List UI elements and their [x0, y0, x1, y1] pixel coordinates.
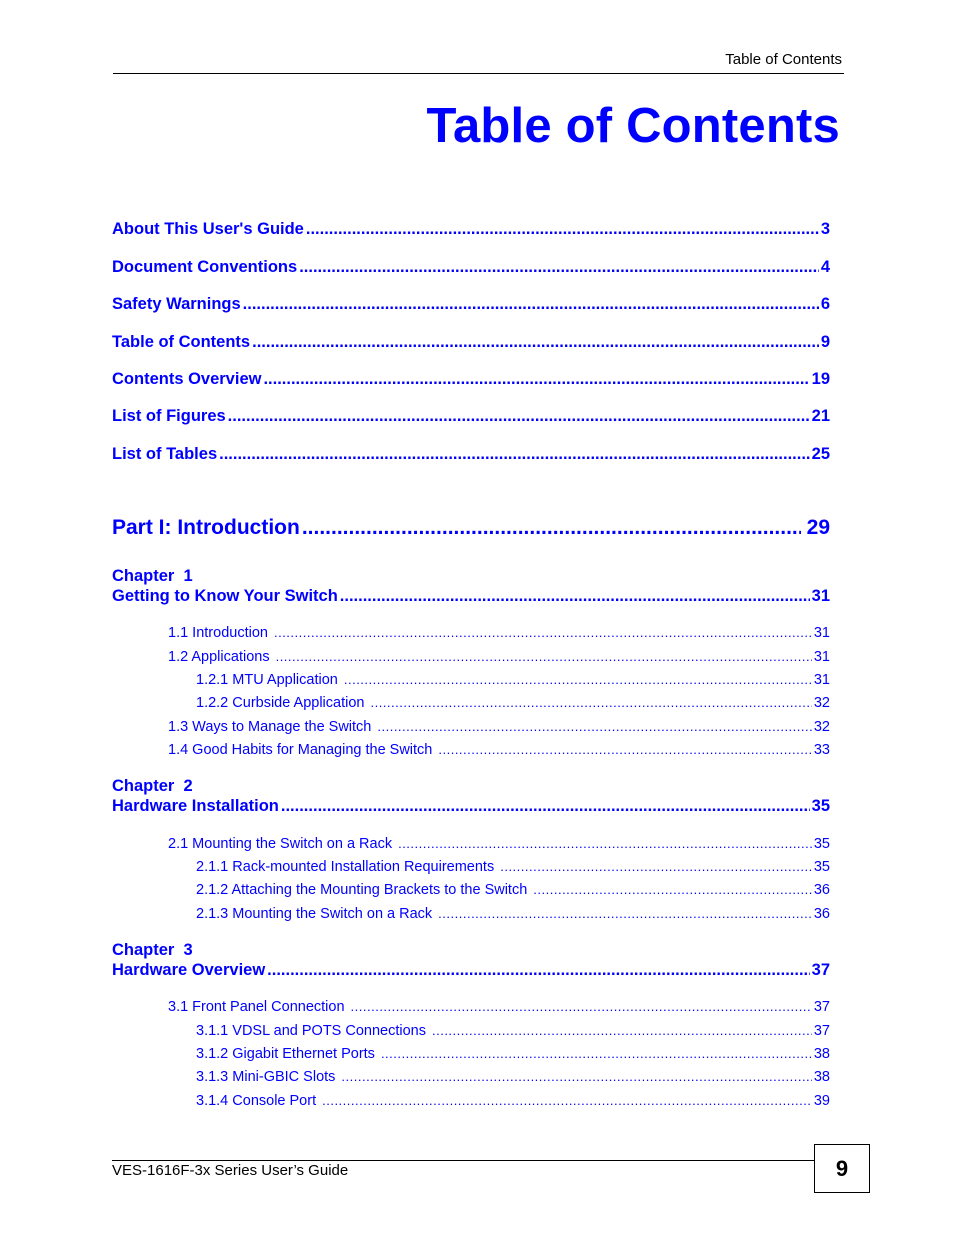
dot-leader [299, 257, 819, 277]
dot-leader [340, 586, 810, 606]
toc-section-page: 38 [813, 1046, 830, 1062]
dot-leader [306, 219, 819, 239]
dot-leader [252, 332, 819, 352]
footer-divider [112, 1160, 815, 1161]
toc-section-page: 37 [813, 1023, 830, 1039]
toc-part-label: Part I: Introduction [112, 516, 300, 539]
dot-leader [398, 835, 812, 853]
toc-section-page: 39 [813, 1093, 830, 1109]
toc-entry-label: List of Figures [112, 407, 226, 425]
toc-section[interactable] [168, 624, 830, 642]
dot-leader [274, 624, 812, 642]
toc-subsection[interactable] [196, 694, 830, 712]
toc-chapter-hardware-overview[interactable] [112, 960, 830, 980]
toc-section-label: 2.1 Mounting the Switch on a Rack [168, 836, 393, 852]
dot-leader [341, 1068, 811, 1086]
dot-leader [322, 1092, 812, 1110]
toc-section-page: 38 [813, 1069, 830, 1085]
dot-leader [276, 648, 812, 666]
toc-section[interactable] [168, 741, 830, 759]
chapter-number: Chapter 2 [112, 777, 193, 795]
toc-subsection[interactable] [196, 1068, 830, 1086]
dot-leader [432, 1022, 812, 1040]
dot-leader [243, 294, 819, 314]
page-title: Table of Contents [426, 99, 840, 153]
toc-chapter-label: Hardware Installation [112, 797, 279, 815]
toc-section-page: 32 [813, 719, 830, 735]
toc-subsection[interactable] [196, 671, 830, 689]
dot-leader [438, 905, 812, 923]
toc-entry-list-of-figures[interactable] [112, 406, 830, 426]
toc-section-label: 1.3 Ways to Manage the Switch [168, 719, 372, 735]
toc-section-page: 35 [813, 836, 830, 852]
toc-section-label: 1.2.1 MTU Application [196, 672, 338, 688]
toc-entry-page: 3 [820, 220, 830, 238]
toc-section-label: 1.4 Good Habits for Managing the Switch [168, 742, 433, 758]
toc-entry-about-guide[interactable] [112, 219, 830, 239]
toc-section-page: 36 [813, 906, 830, 922]
toc-entry-page: 19 [811, 370, 830, 388]
dot-leader [302, 515, 801, 541]
toc-entry-contents-overview[interactable] [112, 369, 830, 389]
toc-subsection[interactable] [196, 905, 830, 923]
dot-leader [228, 406, 810, 426]
toc-entry-page: 25 [811, 445, 830, 463]
toc-section-label: 3.1 Front Panel Connection [168, 999, 345, 1015]
toc-section-page: 32 [813, 695, 830, 711]
running-header: Table of Contents [725, 51, 842, 68]
toc-section-label: 1.2 Applications [168, 649, 270, 665]
toc-section-label: 3.1.1 VDSL and POTS Connections [196, 1023, 426, 1039]
toc-section[interactable] [168, 648, 830, 666]
toc-section-label: 2.1.2 Attaching the Mounting Brackets to the Switch [196, 882, 528, 898]
toc-entry-safety-warnings[interactable] [112, 294, 830, 314]
dot-leader [500, 858, 812, 876]
footer-guide-name: VES-1616F-3x Series User’s Guide [112, 1162, 349, 1179]
toc-section-page: 35 [813, 859, 830, 875]
dot-leader [267, 960, 809, 980]
toc-section-label: 3.1.3 Mini-GBIC Slots [196, 1069, 336, 1085]
toc-chapter-hardware-installation[interactable] [112, 796, 830, 816]
toc-section-page: 36 [813, 882, 830, 898]
toc-entry-page: 21 [811, 407, 830, 425]
toc-subsection[interactable] [196, 1045, 830, 1063]
toc-entry-page: 4 [820, 258, 830, 276]
toc-subsection[interactable] [196, 881, 830, 899]
toc-subsection[interactable] [196, 858, 830, 876]
dot-leader [281, 796, 810, 816]
toc-entry-label: About This User's Guide [112, 220, 304, 238]
dot-leader [370, 694, 811, 712]
chapter-number: Chapter 3 [112, 941, 193, 959]
toc-section-label: 1.1 Introduction [168, 625, 268, 641]
toc-section-page: 31 [813, 625, 830, 641]
dot-leader [344, 671, 812, 689]
toc-chapter-label: Hardware Overview [112, 961, 266, 979]
toc-entry-label: Contents Overview [112, 370, 262, 388]
toc-section[interactable] [168, 998, 830, 1016]
toc-section-page: 31 [813, 649, 830, 665]
toc-entry-label: Table of Contents [112, 333, 251, 351]
toc-section-label: 3.1.4 Console Port [196, 1093, 317, 1109]
toc-part-introduction[interactable] [112, 515, 830, 541]
toc-entry-page: 6 [820, 295, 830, 313]
toc-subsection[interactable] [196, 1092, 830, 1110]
toc-entry-label: Document Conventions [112, 258, 298, 276]
toc-entry-list-of-tables[interactable] [112, 444, 830, 464]
toc-entry-page: 9 [820, 333, 830, 351]
toc-section-label: 1.2.2 Curbside Application [196, 695, 365, 711]
toc-chapter-getting-to-know[interactable] [112, 586, 830, 606]
toc-subsection[interactable] [196, 1022, 830, 1040]
page-number-box: 9 [814, 1144, 870, 1193]
header-divider [113, 73, 844, 74]
toc-chapter-page: 31 [811, 587, 830, 605]
dot-leader [351, 998, 812, 1016]
dot-leader [533, 881, 812, 899]
toc-section-page: 33 [813, 742, 830, 758]
toc-chapter-label: Getting to Know Your Switch [112, 587, 338, 605]
chapter-number: Chapter 1 [112, 567, 193, 585]
toc-section-label: 2.1.1 Rack-mounted Installation Requirements [196, 859, 495, 875]
dot-leader [377, 718, 811, 736]
toc-entry-label: List of Tables [112, 445, 218, 463]
toc-part-page: 29 [806, 516, 830, 539]
toc-chapter-page: 35 [811, 797, 830, 815]
dot-leader [263, 369, 809, 389]
dot-leader [381, 1045, 812, 1063]
toc-section[interactable] [168, 718, 830, 736]
toc-section-label: 3.1.2 Gigabit Ethernet Ports [196, 1046, 375, 1062]
toc-entry-table-of-contents[interactable] [112, 332, 830, 352]
toc-section-page: 37 [813, 999, 830, 1015]
dot-leader [219, 444, 810, 464]
toc-section-page: 31 [813, 672, 830, 688]
toc-entry-label: Safety Warnings [112, 295, 241, 313]
toc-chapter-page: 37 [811, 961, 830, 979]
dot-leader [438, 741, 811, 759]
toc-entry-document-conventions[interactable] [112, 257, 830, 277]
toc-section-label: 2.1.3 Mounting the Switch on a Rack [196, 906, 433, 922]
toc-section[interactable] [168, 835, 830, 853]
